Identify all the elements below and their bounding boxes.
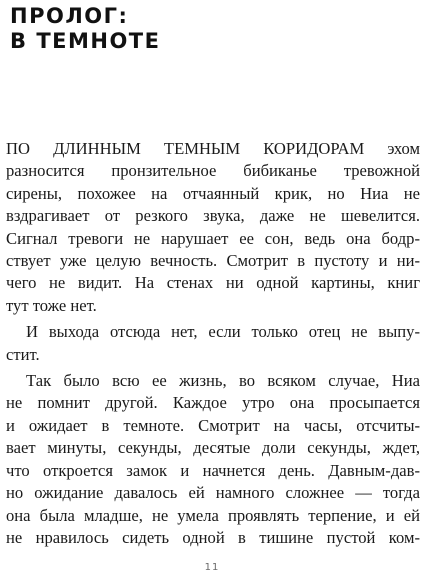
text-line: разносится пронзительное бибиканье тревожной xyxy=(6,161,420,181)
text-line: она была младше, не умела проявлять терпение, и ей xyxy=(6,505,420,525)
text-line: но ожидание давалось ей намного сложнее — тогда xyxy=(6,483,420,503)
chapter-body xyxy=(6,138,420,549)
chapter-heading xyxy=(10,4,160,54)
text-line: и ожидает в темноте. Смотрит на часы, отсчиты- xyxy=(6,415,420,435)
text-line: Сигнал тревоги не нарушает ее сон, ведь она бодр- xyxy=(6,228,420,248)
text-line: стит. xyxy=(6,344,40,364)
text-line: ствует уже целую вечность. Смотрит в пустоту и ни- xyxy=(6,251,420,271)
text-line: сирены, похожее на отчаянный крик, но Ниа не xyxy=(6,183,420,203)
page-number: 11 xyxy=(204,562,220,573)
text-line: ПО ДЛИННЫМ ТЕМНЫМ КОРИДОРАМ эхом xyxy=(6,139,420,158)
chapter-heading-line-1: ПРОЛОГ: xyxy=(10,4,129,28)
text-line: вает минуты, секунды, десятые доли секунды, ждет, xyxy=(6,438,420,458)
text-line: И выхода отсюда нет, если только отец не выпу- xyxy=(26,322,420,342)
text-line: чего не видит. На стенах ни одной картины, книг xyxy=(6,273,420,293)
text-line: тут тоже нет. xyxy=(6,295,97,315)
text-line: вздрагивает от резкого звука, даже не шевелится. xyxy=(6,206,420,226)
text-line: не нравилось сидеть одной в тишине пустой ком- xyxy=(6,527,420,547)
text-line: что откроется замок и начнется день. Давным-дав- xyxy=(6,460,420,480)
text-line: не помнит другой. Каждое утро она просыпается xyxy=(6,393,420,413)
text-line: Так было всю ее жизнь, во всяком случае, Ниа xyxy=(26,371,420,391)
chapter-heading-line-2: В ТЕМНОТЕ xyxy=(10,29,161,53)
